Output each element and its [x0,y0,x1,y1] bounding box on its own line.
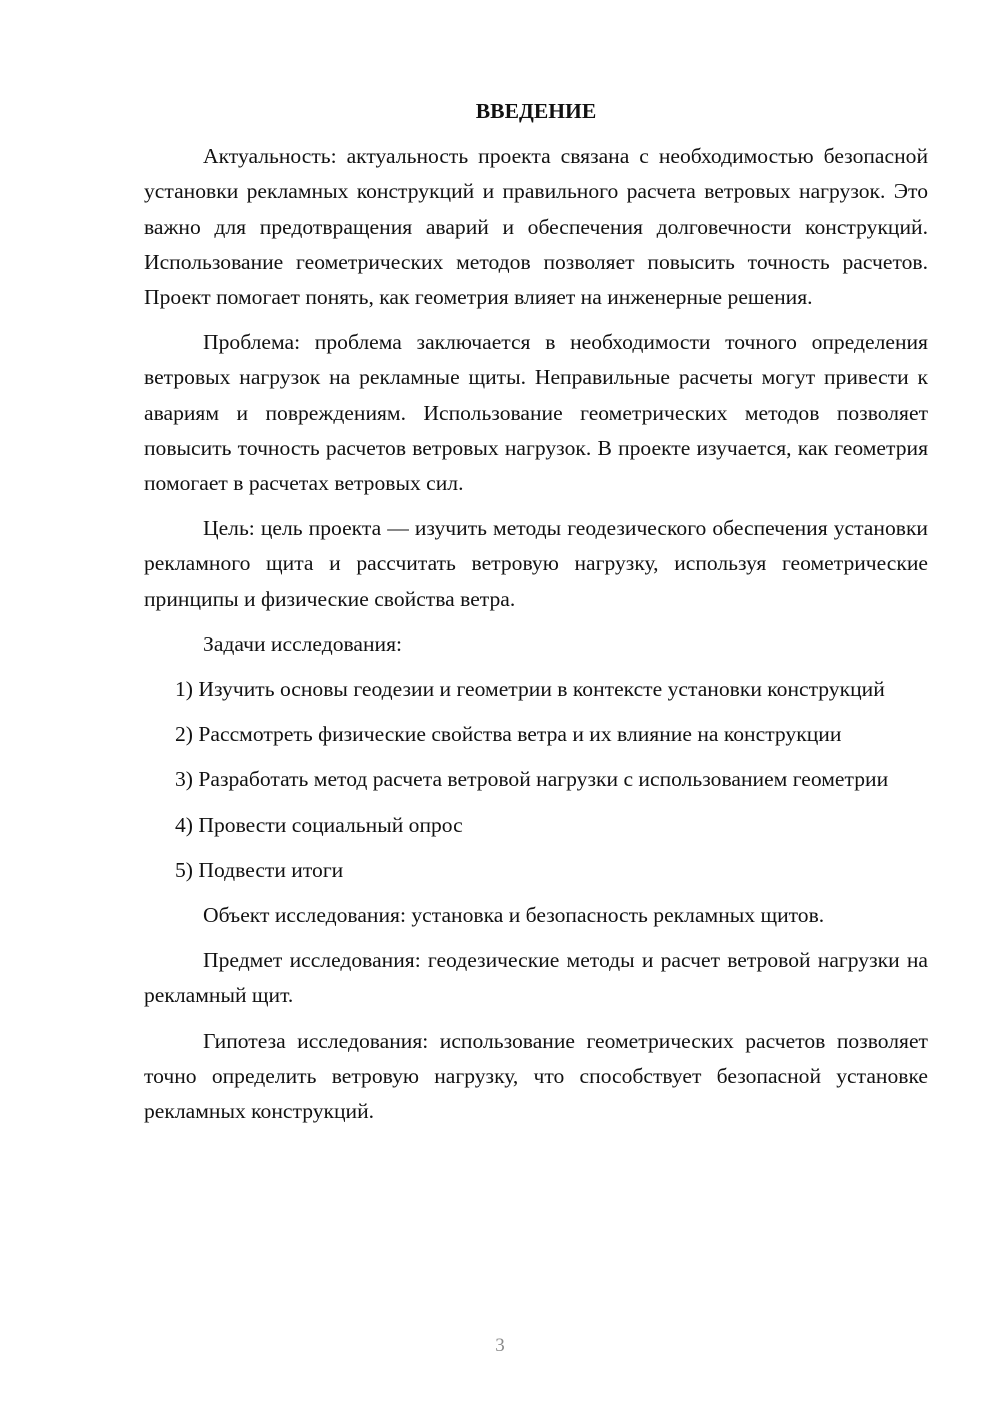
task-item-3: 3) Разработать метод расчета ветровой нагрузки с использованием геометрии [175,767,889,792]
paragraph-subject: Предмет исследования: геодезические методы и расчет ветровой нагрузки на рекламный щит. [144,948,928,1008]
paragraph-object: Объект исследования: установка и безопасность рекламных щитов. [203,903,825,928]
page-number: 3 [495,1335,505,1356]
paragraph-relevance: Актуальность: актуальность проекта связана с необходимостью безопасной установки рекламных конструкций и правильного расчета ветровых нагрузок. Это важно для предотвращения аварий и обеспечения долговечности конструкций. Использование геометрических методов позволяет повысить точность расчетов. Проект помогает понять, как геометрия влияет на инженерные решения. [144,144,928,310]
paragraph-hypothesis: Гипотеза исследования: использование геометрических расчетов позволяет точно определить ветровую нагрузку, что способствует безопасной установке рекламных конструкций. [144,1028,928,1124]
paragraph-tasks-heading: Задачи исследования: [203,631,403,656]
task-item-4: 4) Провести социальный опрос [175,812,463,837]
paragraph-problem: Проблема: проблема заключается в необходимости точного определения ветровых нагрузок на рекламные щиты. Неправильные расчеты могут привести к авариям и повреждениям. Использование геометрических методов позволяет повысить точность расчетов ветровых нагрузок. В проекте изучается, как геометрия помогает в расчетах ветровых сил. [144,330,928,496]
page-title: ВВЕДЕНИЕ [475,99,597,123]
task-item-1: 1) Изучить основы геодезии и геометрии в контексте установки конструкций [175,677,885,702]
paragraph-goal: Цель: цель проекта — изучить методы геодезического обеспечения установки рекламного щита и рассчитать ветровую нагрузку, используя геометрические принципы и физические свойства ветра. [144,516,928,611]
page-content [144,94,928,1139]
task-item-5: 5) Подвести итоги [175,857,344,882]
task-item-2: 2) Рассмотреть физические свойства ветра и их влияние на конструкции [175,722,842,747]
